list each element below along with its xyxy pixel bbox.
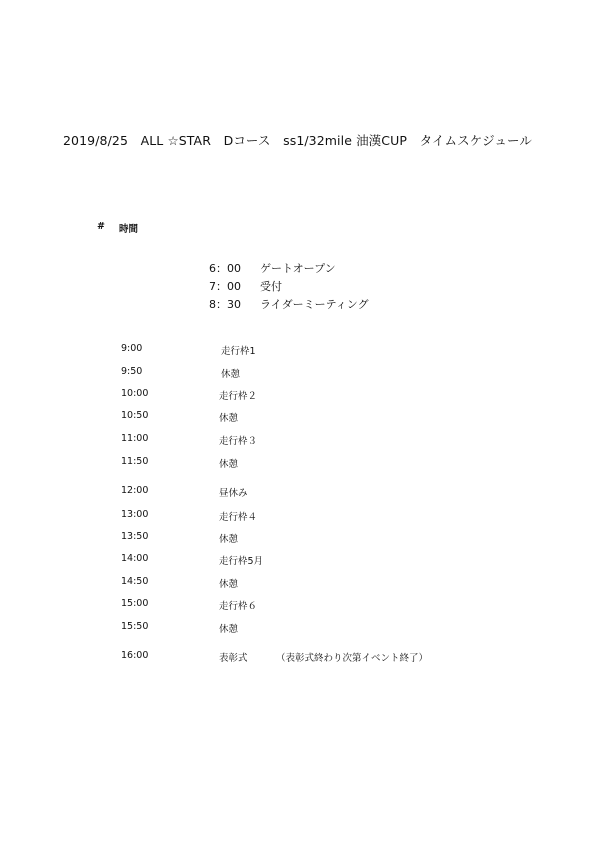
schedule-time: 11:50 bbox=[121, 456, 149, 467]
schedule-time: 14:50 bbox=[121, 576, 149, 587]
schedule-event: 休憩 bbox=[219, 624, 239, 635]
schedule-event: 走行枠４ bbox=[219, 512, 258, 523]
pre-schedule-event: ライダーミーティング bbox=[260, 298, 369, 311]
schedule-note: （表彰式終わり次第イベント終了） bbox=[276, 653, 429, 664]
pre-schedule-row bbox=[0, 278, 595, 292]
schedule-time: 15:00 bbox=[121, 598, 149, 609]
schedule-row bbox=[0, 388, 595, 402]
pre-schedule-time: 8：30 bbox=[209, 298, 241, 311]
schedule-row bbox=[0, 531, 595, 545]
schedule-time: 10:50 bbox=[121, 410, 149, 421]
time-column-header: 時間 bbox=[119, 224, 139, 235]
schedule-time: 10:00 bbox=[121, 388, 149, 399]
schedule-event: 休憩 bbox=[219, 413, 239, 424]
schedule-row bbox=[0, 456, 595, 470]
schedule-row bbox=[0, 366, 595, 380]
schedule-row bbox=[0, 553, 595, 567]
schedule-event: 走行枠1 bbox=[221, 346, 256, 357]
schedule-time: 11:00 bbox=[121, 433, 149, 444]
schedule-event: 走行枠5月 bbox=[219, 556, 264, 567]
page-title: 2019/8/25 ALL ☆STAR Dコース ss1/32mile 油漢CUP タイムスケジュール bbox=[63, 133, 532, 148]
schedule-time: 13:50 bbox=[121, 531, 149, 542]
schedule-time: 13:00 bbox=[121, 509, 149, 520]
schedule-row bbox=[0, 621, 595, 635]
schedule-row bbox=[0, 576, 595, 590]
schedule-event: 休憩 bbox=[219, 579, 239, 590]
number-column-header: # bbox=[97, 221, 105, 232]
schedule-row bbox=[0, 485, 595, 499]
pre-schedule-event: 受付 bbox=[260, 280, 282, 293]
schedule-row bbox=[0, 650, 595, 664]
schedule-time: 12:00 bbox=[121, 485, 149, 496]
schedule-event: 走行枠２ bbox=[219, 391, 258, 402]
schedule-time: 16:00 bbox=[121, 650, 149, 661]
pre-schedule-row bbox=[0, 296, 595, 310]
schedule-event: 休憩 bbox=[219, 459, 239, 470]
schedule-event: 昼休み bbox=[219, 488, 248, 499]
schedule-event: 休憩 bbox=[221, 369, 241, 380]
schedule-event: 表彰式 bbox=[219, 653, 248, 664]
schedule-event: 走行枠６ bbox=[219, 601, 258, 612]
schedule-time: 15:50 bbox=[121, 621, 149, 632]
schedule-row bbox=[0, 343, 595, 357]
schedule-time: 9:50 bbox=[121, 366, 143, 377]
schedule-event: 休憩 bbox=[219, 534, 239, 545]
schedule-time: 9:00 bbox=[121, 343, 143, 354]
schedule-row bbox=[0, 433, 595, 447]
pre-schedule-time: 7：00 bbox=[209, 280, 241, 293]
pre-schedule-row bbox=[0, 260, 595, 274]
pre-schedule-time: 6：00 bbox=[209, 262, 241, 275]
schedule-row bbox=[0, 410, 595, 424]
schedule-event: 走行枠３ bbox=[219, 436, 258, 447]
schedule-row bbox=[0, 509, 595, 523]
pre-schedule-event: ゲートオープン bbox=[260, 262, 336, 275]
schedule-time: 14:00 bbox=[121, 553, 149, 564]
schedule-row bbox=[0, 598, 595, 612]
